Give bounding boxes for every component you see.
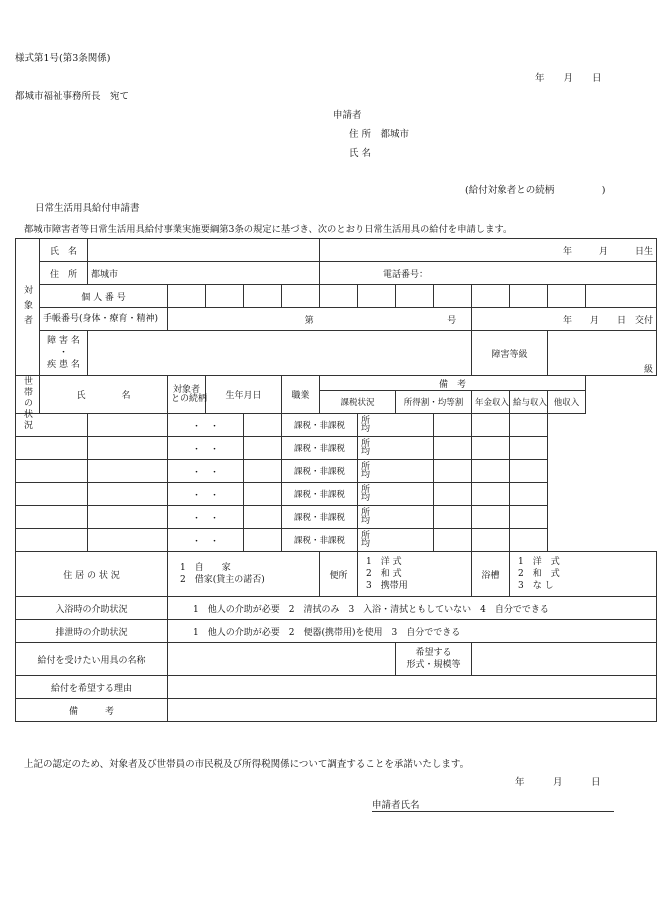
personal-number-digit[interactable] xyxy=(320,285,358,308)
hh-pension-field[interactable] xyxy=(434,506,472,529)
household-col-job: 職業 xyxy=(282,376,320,414)
personal-number-label: 個 人 番 号 xyxy=(40,285,168,308)
toilet-options[interactable]: 1 洋 式 2 和 式 3 携帯用 xyxy=(358,552,472,597)
remarks-label: 備 考 xyxy=(16,699,168,722)
hh-pension-field[interactable] xyxy=(434,414,472,437)
household-row xyxy=(16,483,657,506)
household-col-name: 氏 名 xyxy=(40,376,168,414)
hh-birth-field[interactable]: ・ ・ xyxy=(168,483,244,506)
equipment-label: 給付を受けたい用具の名称 xyxy=(16,643,168,676)
intro-text: 都城市障害者等日常生活用具給付事業実施要綱第3条の規定に基づき、次のとおり日常生活用具の給付を申請します。 xyxy=(24,224,513,235)
hh-salary-field[interactable] xyxy=(472,414,510,437)
subject-address-label: 住 所 xyxy=(40,262,88,285)
equipment-field[interactable] xyxy=(168,643,396,676)
hh-relation-field[interactable] xyxy=(88,414,168,437)
techo-issue-date[interactable]: 年 月 日 交付 xyxy=(472,308,657,331)
disability-name-label: 障 害 名 ・ 疾 患 名 xyxy=(40,331,88,376)
signature-label: 申請者氏名 xyxy=(372,800,420,811)
hh-split-field[interactable]: 所 均 xyxy=(358,483,434,506)
hh-other-field[interactable] xyxy=(510,483,548,506)
phone-label: 電話番号： xyxy=(383,269,429,280)
personal-number-digit[interactable] xyxy=(586,285,657,308)
hh-tax-field[interactable]: 課税・非課税 xyxy=(282,483,358,506)
subject-side-label: 対象者 xyxy=(16,239,40,376)
disability-grade-field[interactable]: 級 xyxy=(548,331,657,376)
disability-grade-label: 障害等級 xyxy=(472,331,548,376)
subject-phone[interactable] xyxy=(320,262,657,285)
hh-birth-field[interactable]: ・ ・ xyxy=(168,529,244,552)
personal-number-digit[interactable] xyxy=(206,285,244,308)
applicant-name: 氏 名 xyxy=(349,148,372,159)
household-col-birth: 生年月日 xyxy=(206,376,282,414)
hh-tax-field[interactable]: 課税・非課税 xyxy=(282,437,358,460)
hh-split-field[interactable]: 所 均 xyxy=(358,460,434,483)
applicant-label: 申請者 xyxy=(333,110,362,121)
application-table xyxy=(15,238,657,722)
hh-tax-field[interactable]: 課税・非課税 xyxy=(282,414,358,437)
techo-number-field[interactable] xyxy=(168,308,472,331)
personal-number-digit[interactable] xyxy=(434,285,472,308)
hh-birth-field[interactable]: ・ ・ xyxy=(168,506,244,529)
personal-number-digit[interactable] xyxy=(282,285,320,308)
sub-salary: 給与収入 xyxy=(510,391,548,414)
household-row xyxy=(16,460,657,483)
toilet-label: 便所 xyxy=(320,552,358,597)
equipment-spec-field[interactable] xyxy=(472,643,657,676)
bath-care-label: 入浴時の介助状況 xyxy=(16,597,168,620)
hh-relation-field[interactable] xyxy=(88,506,168,529)
hh-salary-field[interactable] xyxy=(472,460,510,483)
residence-label: 住 居 の 状 況 xyxy=(16,552,168,597)
household-col-remarks: 備 考 xyxy=(320,376,586,391)
hh-relation-field[interactable] xyxy=(88,483,168,506)
consent-text: 上記の認定のため、対象者及び世帯員の市民税及び所得税関係について調査することを承諾いたします。 xyxy=(24,759,470,770)
subject-birth[interactable]: 年 月 日生 xyxy=(320,239,657,262)
household-row xyxy=(16,506,657,529)
hh-job-field[interactable] xyxy=(244,506,282,529)
techo-go: 号 xyxy=(447,315,457,326)
top-date: 年 月 日 xyxy=(535,73,602,84)
hh-pension-field[interactable] xyxy=(434,460,472,483)
hh-name-field[interactable] xyxy=(16,529,88,552)
toilet-care-label: 排泄時の介助状況 xyxy=(16,620,168,643)
hh-other-field[interactable] xyxy=(510,506,548,529)
equipment-spec-label: 希望する 形式・規模等 xyxy=(396,643,472,676)
household-row xyxy=(16,529,657,552)
hh-pension-field[interactable] xyxy=(434,483,472,506)
subject-name-label: 氏 名 xyxy=(40,239,88,262)
hh-job-field[interactable] xyxy=(244,414,282,437)
hh-salary-field[interactable] xyxy=(472,483,510,506)
remarks-field[interactable] xyxy=(168,699,657,722)
signature-line[interactable] xyxy=(372,797,614,812)
personal-number-digit[interactable] xyxy=(396,285,434,308)
hh-tax-field[interactable]: 課税・非課税 xyxy=(282,529,358,552)
hh-job-field[interactable] xyxy=(244,529,282,552)
reason-label: 給付を希望する理由 xyxy=(16,676,168,699)
hh-pension-field[interactable] xyxy=(434,529,472,552)
hh-other-field[interactable] xyxy=(510,460,548,483)
toilet-care-options[interactable]: 1 他人の介助が必要 2 便器(携帯用)を使用 3 自分でできる xyxy=(168,620,657,643)
hh-split-field[interactable]: 所 均 xyxy=(358,506,434,529)
hh-job-field[interactable] xyxy=(244,483,282,506)
hh-other-field[interactable] xyxy=(510,437,548,460)
addressee: 都城市福祉事務所長 宛て xyxy=(15,91,130,102)
techo-dai: 第 xyxy=(304,315,314,326)
residence-options[interactable]: 1 自 家 2 借家(貸主の諾否) xyxy=(168,552,320,597)
household-side-label: 世帯の状況 xyxy=(16,376,40,414)
hh-split-field[interactable]: 所 均 xyxy=(358,529,434,552)
applicant-address: 住 所 都城市 xyxy=(349,129,410,140)
personal-number-digit[interactable] xyxy=(244,285,282,308)
hh-birth-field[interactable]: ・ ・ xyxy=(168,414,244,437)
bath-label: 浴槽 xyxy=(472,552,510,597)
hh-salary-field[interactable] xyxy=(472,529,510,552)
hh-name-field[interactable] xyxy=(16,460,88,483)
hh-job-field[interactable] xyxy=(244,460,282,483)
hh-birth-field[interactable]: ・ ・ xyxy=(168,437,244,460)
hh-tax-field[interactable]: 課税・非課税 xyxy=(282,506,358,529)
hh-birth-field[interactable]: ・ ・ xyxy=(168,460,244,483)
page-title: 日常生活用具給付申請書 xyxy=(35,203,140,214)
personal-number-digit[interactable] xyxy=(472,285,510,308)
personal-number-digit[interactable] xyxy=(358,285,396,308)
relation-note: (給付対象者との続柄 ) xyxy=(465,185,606,196)
hh-split-field[interactable]: 所 均 xyxy=(358,437,434,460)
personal-number-digit[interactable] xyxy=(548,285,586,308)
subject-address-field[interactable]: 都城市 xyxy=(88,262,320,285)
hh-name-field[interactable] xyxy=(16,483,88,506)
hh-tax-field[interactable]: 課税・非課税 xyxy=(282,460,358,483)
hh-pension-field[interactable] xyxy=(434,437,472,460)
bath-options[interactable]: 1 洋 式 2 和 式 3 な し xyxy=(510,552,657,597)
sub-income-split: 所得割・均等割 xyxy=(396,391,472,414)
bath-care-options[interactable]: 1 他人の介助が必要 2 清拭のみ 3 入浴・清拭ともしていない 4 自分でできる xyxy=(168,597,657,620)
footer-date: 年 月 日 xyxy=(515,777,601,788)
hh-name-field[interactable] xyxy=(16,437,88,460)
form-number: 様式第1号(第3条関係) xyxy=(15,53,111,64)
sub-pension: 年金収入 xyxy=(472,391,510,414)
sub-other: 他収入 xyxy=(548,391,586,414)
hh-relation-field[interactable] xyxy=(88,437,168,460)
reason-field[interactable] xyxy=(168,676,657,699)
household-row xyxy=(16,437,657,460)
subject-name-field[interactable] xyxy=(88,239,320,262)
hh-job-field[interactable] xyxy=(244,437,282,460)
hh-relation-field[interactable] xyxy=(88,460,168,483)
hh-other-field[interactable] xyxy=(510,414,548,437)
hh-split-field[interactable]: 所 均 xyxy=(358,414,434,437)
hh-other-field[interactable] xyxy=(510,529,548,552)
hh-relation-field[interactable] xyxy=(88,529,168,552)
household-col-relation: 対象者 との続柄 xyxy=(168,376,206,414)
personal-number-digit[interactable] xyxy=(510,285,548,308)
hh-name-field[interactable] xyxy=(16,506,88,529)
hh-salary-field[interactable] xyxy=(472,437,510,460)
hh-salary-field[interactable] xyxy=(472,506,510,529)
disability-name-field[interactable] xyxy=(88,331,472,376)
techo-label: 手帳番号(身体・療育・精神) xyxy=(40,308,168,331)
household-row xyxy=(16,414,657,437)
sub-tax: 課税状況 xyxy=(320,391,396,414)
personal-number-digit[interactable] xyxy=(168,285,206,308)
